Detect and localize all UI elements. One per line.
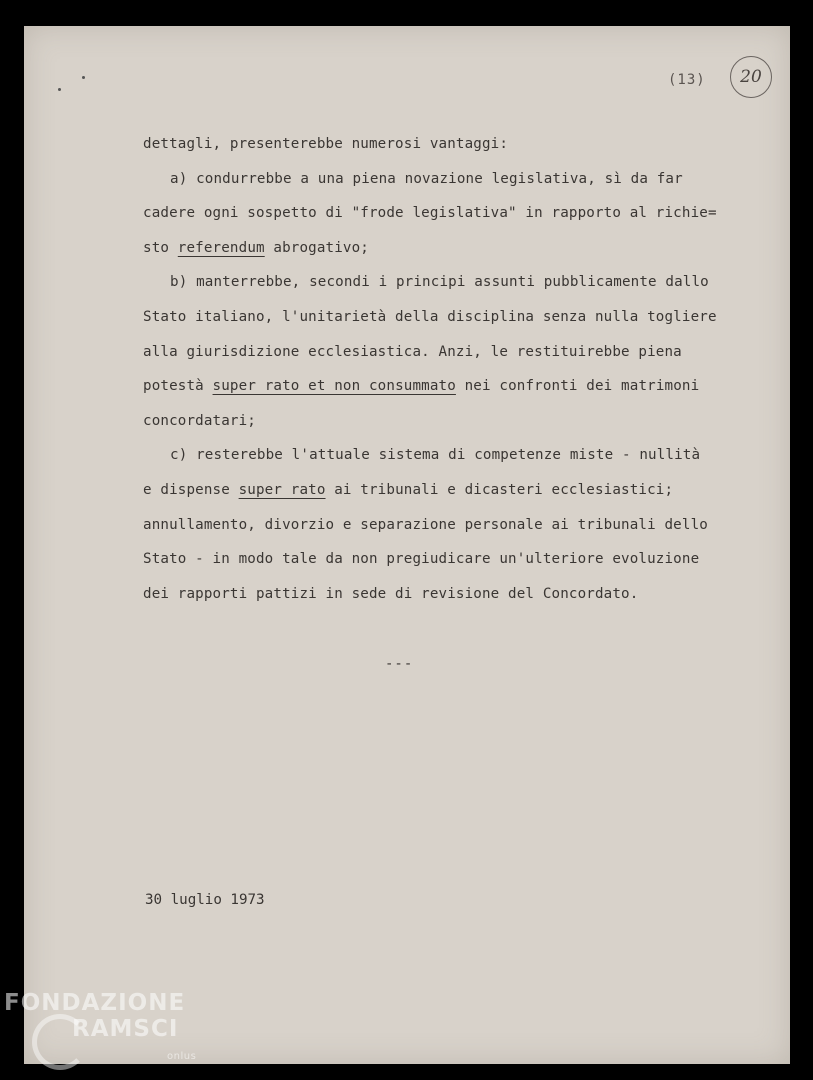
text-segment: sto — [143, 239, 178, 256]
text-line: c) resterebbe l'attuale sistema di competenze miste - nullità — [170, 447, 701, 464]
watermark-logo — [4, 990, 197, 1062]
text-line — [143, 473, 763, 508]
text-line: alla giurisdizione ecclesiastica. Anzi, le restituirebbe piena — [143, 343, 682, 360]
text-line: Stato italiano, l'unitarietà della disciplina senza nulla togliere — [143, 308, 717, 325]
margin-dot — [58, 88, 61, 91]
text-segment: potestà — [143, 378, 213, 395]
document-date: 30 luglio 1973 — [145, 892, 265, 908]
text-line: annullamento, divorzio e separazione personale ai tribunali dello — [143, 516, 708, 533]
section-separator: --- — [385, 656, 414, 672]
underlined-term: referendum — [177, 239, 265, 256]
circled-page-number: 20 — [730, 56, 772, 98]
margin-dot — [82, 76, 85, 79]
underlined-term: super rato — [238, 481, 326, 498]
body-text — [143, 127, 763, 611]
text-line — [143, 231, 763, 266]
text-segment: ai tribunali e dicasteri ecclesiastici; — [325, 481, 674, 498]
text-segment: nei confronti dei matrimoni — [455, 378, 700, 395]
text-segment: abrogativo; — [264, 239, 370, 256]
text-line: cadere ogni sospetto di "frode legislativa" in rapporto al richie= — [143, 205, 717, 222]
text-line: Stato - in modo tale da non pregiudicare un'ulteriore evoluzione — [143, 551, 700, 568]
text-line: dettagli, presenterebbe numerosi vantaggi: — [143, 136, 509, 152]
document-page — [24, 26, 790, 1064]
text-line: b) manterrebbe, secondi i principi assunti pubblicamente dallo — [170, 274, 709, 291]
watermark-suffix: onlus — [167, 1051, 197, 1062]
text-line — [143, 369, 763, 404]
watermark-line1: FONDAZIONE — [4, 990, 186, 1016]
underlined-term: super rato et non consummato — [212, 378, 456, 395]
watermark-line2: RAMSCI — [72, 1016, 179, 1042]
text-line: a) condurrebbe a una piena novazione legislativa, sì da far — [170, 170, 683, 187]
page-number: (13) — [668, 72, 706, 88]
text-segment: e dispense — [143, 481, 239, 498]
text-line: dei rapporti pattizi in sede di revisione del Concordato. — [143, 585, 639, 602]
text-line: concordatari; — [143, 412, 256, 429]
